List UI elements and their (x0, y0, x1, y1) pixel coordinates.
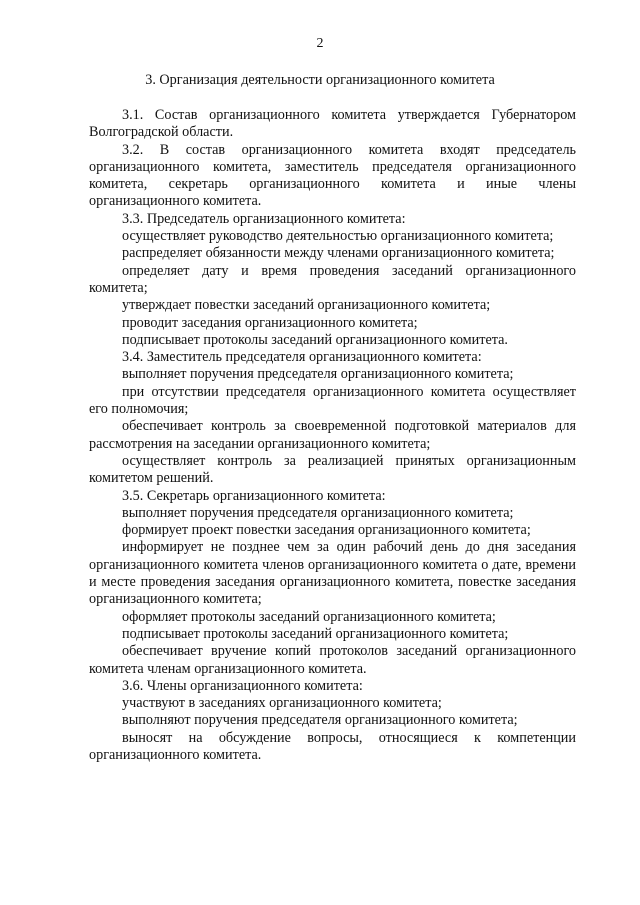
page-number: 2 (316, 36, 324, 51)
chairman-duty-item: распределяет обязанности между членами организационного комитета; (122, 245, 555, 262)
member-duty-item: выносят на обсуждение вопросы, относящиеся к компетенции организационного комитета. (89, 729, 576, 763)
document-body (89, 107, 576, 764)
member-duty-item: выполняют поручения председателя организационного комитета; (122, 712, 518, 729)
secretary-duty-item: оформляет протоколы заседаний организационного комитета; (122, 608, 496, 625)
deputy-duty-item: при отсутствии председателя организационного комитета осуществляет его полномочия; (89, 383, 576, 418)
secretary-duty-item: подписывает протоколы заседаний организационного комитета; (122, 625, 509, 642)
chairman-duty-item: утверждает повестки заседаний организационного комитета; (122, 297, 491, 314)
chairman-duty-item: проводит заседания организационного комитета; (122, 314, 418, 331)
secretary-duty-item: информирует не позднее чем за один рабочий день до дня заседания организационного комитета членов организационного комитета о дате, времени и месте проведения заседания организационного комитета, повестке заседания организационного комитета; (89, 539, 576, 608)
deputy-duty-item: выполняет поручения председателя организационного комитета; (122, 366, 514, 383)
secretary-duty-item: обеспечивает вручение копий протоколов заседаний организационного комитета членам организационного комитета. (89, 643, 576, 677)
paragraph-3-1: 3.1. Состав организационного комитета утверждается Губернатором Волгоградской области. (89, 107, 576, 141)
chairman-duty-item: подписывает протоколы заседаний организационного комитета. (122, 331, 508, 348)
paragraph-3-5-heading: 3.5. Секретарь организационного комитета: (122, 487, 386, 504)
section-heading: 3. Организация деятельности организационного комитета (145, 72, 495, 88)
chairman-duty-item: осуществляет руководство деятельностью организационного комитета; (122, 228, 554, 245)
deputy-duty-item: обеспечивает контроль за своевременной подготовкой материалов для рассмотрения на заседании организационного комитета; (89, 418, 576, 452)
paragraph-3-2: 3.2. В состав организационного комитета входят председатель организационного комитета, заместитель председателя организационного комитета, секретарь организационного комитета и иные члены организационного комитета. (89, 141, 576, 210)
deputy-duty-item: осуществляет контроль за реализацией принятых организационным комитетом решений. (89, 452, 576, 487)
chairman-duty-item: определяет дату и время проведения заседаний организационного комитета; (89, 262, 576, 296)
secretary-duty-item: формирует проект повестки заседания организационного комитета; (122, 522, 531, 539)
paragraph-3-6-heading: 3.6. Члены организационного комитета: (122, 677, 363, 694)
paragraph-3-4-heading: 3.4. Заместитель председателя организационного комитета: (122, 349, 482, 366)
secretary-duty-item: выполняет поручения председателя организационного комитета; (122, 504, 514, 521)
paragraph-3-3-heading: 3.3. Председатель организационного комитета: (122, 210, 406, 227)
member-duty-item: участвуют в заседаниях организационного комитета; (122, 695, 442, 712)
